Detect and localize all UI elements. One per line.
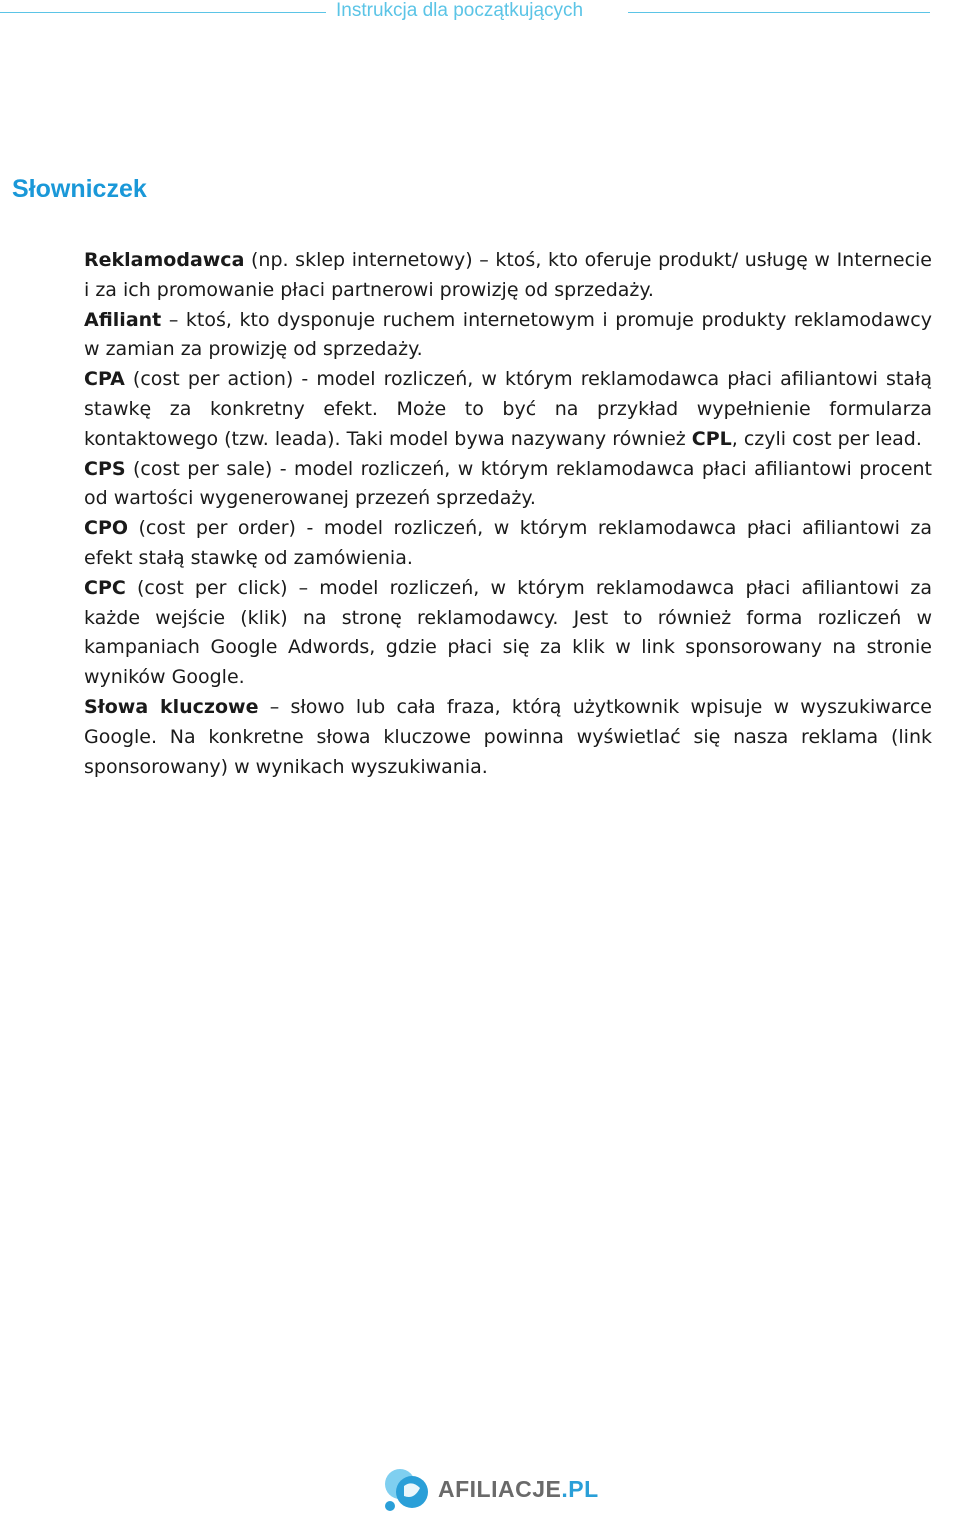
glossary-entry-afiliant: [84, 306, 932, 366]
glossary-definition: – ktoś, kto dysponuje ruchem internetowym i promuje produkty reklamodawcy w zamian za prowizję od sprzedaży.: [84, 308, 932, 361]
section-title: Słowniczek: [12, 175, 147, 203]
glossary-term: Reklamodawca: [84, 249, 245, 271]
glossary-definition: (cost per order) - model rozliczeń, w którym reklamodawca płaci afiliantowi za efekt stałą stawkę od zamówienia.: [84, 517, 932, 569]
logo-mark-icon: [382, 1466, 434, 1512]
glossary-entry-reklamodawca: [84, 246, 932, 306]
glossary-definition-cont: , czyli cost per lead.: [731, 427, 922, 450]
glossary-entry-cpo: [84, 514, 932, 574]
page-header: [0, 0, 960, 28]
glossary-entry-cpa: [84, 365, 932, 454]
header-rule-right: [628, 12, 930, 13]
glossary-term: CPO: [84, 517, 129, 540]
glossary-definition: (cost per click) – model rozliczeń, w którym reklamodawca płaci afiliantowi za każde wejście (klik) na stronę reklamodawcy. Jest to również forma rozliczeń w kampaniach Google Adwords, gdzie płaci się za klik w link sponsorowany na stronie wyników Google.: [84, 576, 932, 689]
logo-wordmark: [438, 1476, 599, 1503]
glossary-definition: – słowo lub cała fraza, którą użytkownik wpisuje w wyszukiwarce Google. Na konkretne słowa kluczowe powinna wyświetlać się nasza reklama (link sponsorowany) w wynikach wyszukiwania.: [84, 695, 932, 778]
glossary-term: CPS: [84, 457, 126, 480]
header-title: Instrukcja dla początkujących: [336, 0, 584, 21]
logo-suffix: .PL: [561, 1476, 599, 1502]
logo-text: AFILIACJE: [438, 1476, 562, 1502]
glossary-term: Słowa kluczowe: [84, 695, 259, 718]
glossary-term: Afiliant: [84, 308, 162, 331]
glossary-term: CPC: [84, 576, 126, 599]
glossary-definition: (cost per sale) - model rozliczeń, w którym reklamodawca płaci afiliantowi procent od wartości wygenerowanej przezeń sprzedaży.: [84, 457, 932, 510]
glossary-term-cpl: CPL: [691, 427, 732, 450]
afiliacje-logo: [382, 1466, 599, 1512]
glossary-term: CPA: [84, 368, 125, 391]
glossary-definition: (cost per action) - model rozliczeń, w którym reklamodawca płaci afiliantowi stałą stawkę za konkretny efekt. Może to być na przykład wypełnienie formularza kontaktowego (tzw. leada). Taki model bywa nazywany również: [84, 368, 932, 450]
glossary-entry-slowa-kluczowe: [84, 693, 932, 782]
glossary-entry-cpc: [84, 574, 932, 693]
glossary-definition: (np. sklep internetowy) – ktoś, kto oferuje produkt/ usługę w Internecie i za ich promowanie płaci partnerowi prowizję od sprzedaży.: [84, 249, 932, 301]
glossary: [84, 246, 932, 782]
glossary-entry-cps: [84, 455, 932, 515]
header-rule-left: [0, 12, 326, 13]
